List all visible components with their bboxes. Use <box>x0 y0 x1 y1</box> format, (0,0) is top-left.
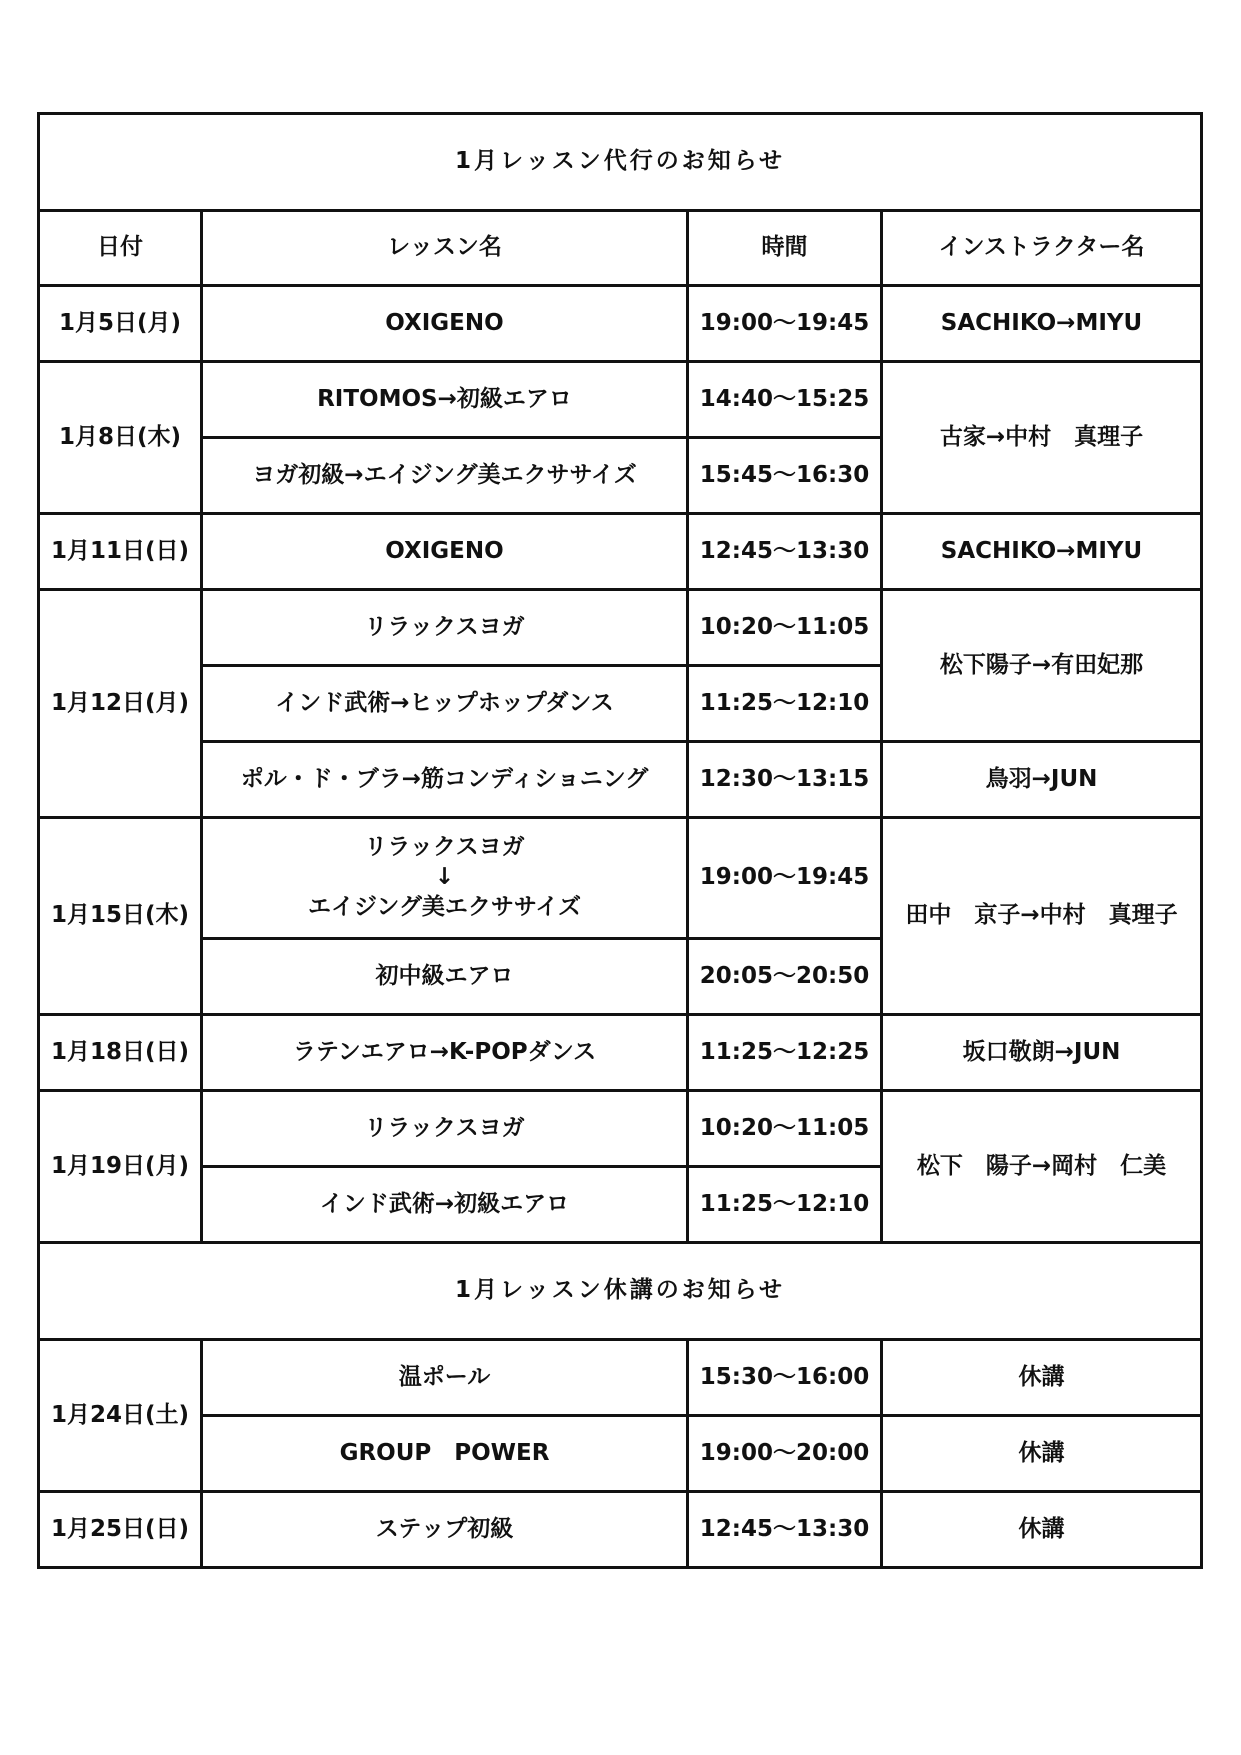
header-lesson: レッスン名 <box>202 211 688 286</box>
lesson-cell: インド武術→ヒップホップダンス <box>202 666 688 742</box>
time-cell: 15:45～16:30 <box>688 438 882 514</box>
substitution-title: 1月レッスン代行のお知らせ <box>39 114 1202 211</box>
table-row <box>39 1091 1202 1167</box>
date-cell: 1月5日(月) <box>39 286 202 362</box>
status-cell: 休講 <box>882 1416 1202 1492</box>
table-row <box>39 590 1202 666</box>
status-cell: 休講 <box>882 1340 1202 1416</box>
instructor-cell: SACHIKO→MIYU <box>882 286 1202 362</box>
instructor-cell: 坂口敬朗→JUN <box>882 1015 1202 1091</box>
time-cell: 19:00～19:45 <box>688 286 882 362</box>
table-row <box>39 1492 1202 1568</box>
status-cell: 休講 <box>882 1492 1202 1568</box>
instructor-cell: 松下 陽子→岡村 仁美 <box>882 1091 1202 1243</box>
lesson-cell: OXIGENO <box>202 514 688 590</box>
time-cell: 12:30～13:15 <box>688 742 882 818</box>
date-cell: 1月12日(月) <box>39 590 202 818</box>
date-cell: 1月18日(日) <box>39 1015 202 1091</box>
table-row <box>39 514 1202 590</box>
lesson-cell: 温ポール <box>202 1340 688 1416</box>
time-cell: 20:05～20:50 <box>688 939 882 1015</box>
date-cell: 1月25日(日) <box>39 1492 202 1568</box>
time-cell: 10:20～11:05 <box>688 590 882 666</box>
date-cell: 1月24日(土) <box>39 1340 202 1492</box>
time-cell: 15:30～16:00 <box>688 1340 882 1416</box>
lesson-cell: ポル・ド・ブラ→筋コンディショニング <box>202 742 688 818</box>
lesson-cell: リラックスヨガ <box>202 590 688 666</box>
time-cell: 12:45～13:30 <box>688 1492 882 1568</box>
header-date: 日付 <box>39 211 202 286</box>
time-cell: 11:25～12:10 <box>688 1167 882 1243</box>
table-row <box>39 1340 1202 1416</box>
header-time: 時間 <box>688 211 882 286</box>
time-cell: 12:45～13:30 <box>688 514 882 590</box>
arrow-down-icon: ↓ <box>434 864 455 891</box>
time-cell: 19:00～20:00 <box>688 1416 882 1492</box>
date-cell: 1月11日(日) <box>39 514 202 590</box>
time-cell: 10:20～11:05 <box>688 1091 882 1167</box>
date-cell: 1月19日(月) <box>39 1091 202 1243</box>
header-instructor: インストラクター名 <box>882 211 1202 286</box>
time-cell: 19:00～19:45 <box>688 818 882 939</box>
instructor-cell: 田中 京子→中村 真理子 <box>882 818 1202 1015</box>
time-cell: 11:25～12:10 <box>688 666 882 742</box>
table-row <box>39 742 1202 818</box>
time-cell: 11:25～12:25 <box>688 1015 882 1091</box>
lesson-cell <box>202 818 688 939</box>
lesson-schedule-table <box>37 112 1203 1569</box>
date-cell: 1月15日(木) <box>39 818 202 1015</box>
date-cell: 1月8日(木) <box>39 362 202 514</box>
instructor-cell: 古家→中村 真理子 <box>882 362 1202 514</box>
lesson-cell: リラックスヨガ <box>202 1091 688 1167</box>
lesson-cell: ヨガ初級→エイジング美エクササイズ <box>202 438 688 514</box>
cancellation-title: 1月レッスン休講のお知らせ <box>39 1243 1202 1340</box>
lesson-line: エイジング美エクササイズ <box>307 893 582 920</box>
table-row <box>39 1015 1202 1091</box>
instructor-cell: 鳥羽→JUN <box>882 742 1202 818</box>
table-row <box>39 1416 1202 1492</box>
instructor-cell: SACHIKO→MIYU <box>882 514 1202 590</box>
lesson-cell: ラテンエアロ→K-POPダンス <box>202 1015 688 1091</box>
lesson-cell: インド武術→初級エアロ <box>202 1167 688 1243</box>
lesson-cell: ステップ初級 <box>202 1492 688 1568</box>
lesson-cell: GROUP POWER <box>202 1416 688 1492</box>
table-row <box>39 362 1202 438</box>
lesson-cell: RITOMOS→初級エアロ <box>202 362 688 438</box>
table-row <box>39 818 1202 939</box>
lesson-cell: 初中級エアロ <box>202 939 688 1015</box>
time-cell: 14:40～15:25 <box>688 362 882 438</box>
instructor-cell: 松下陽子→有田妃那 <box>882 590 1202 742</box>
lesson-cell: OXIGENO <box>202 286 688 362</box>
table-row <box>39 286 1202 362</box>
lesson-line: リラックスヨガ <box>364 834 525 861</box>
